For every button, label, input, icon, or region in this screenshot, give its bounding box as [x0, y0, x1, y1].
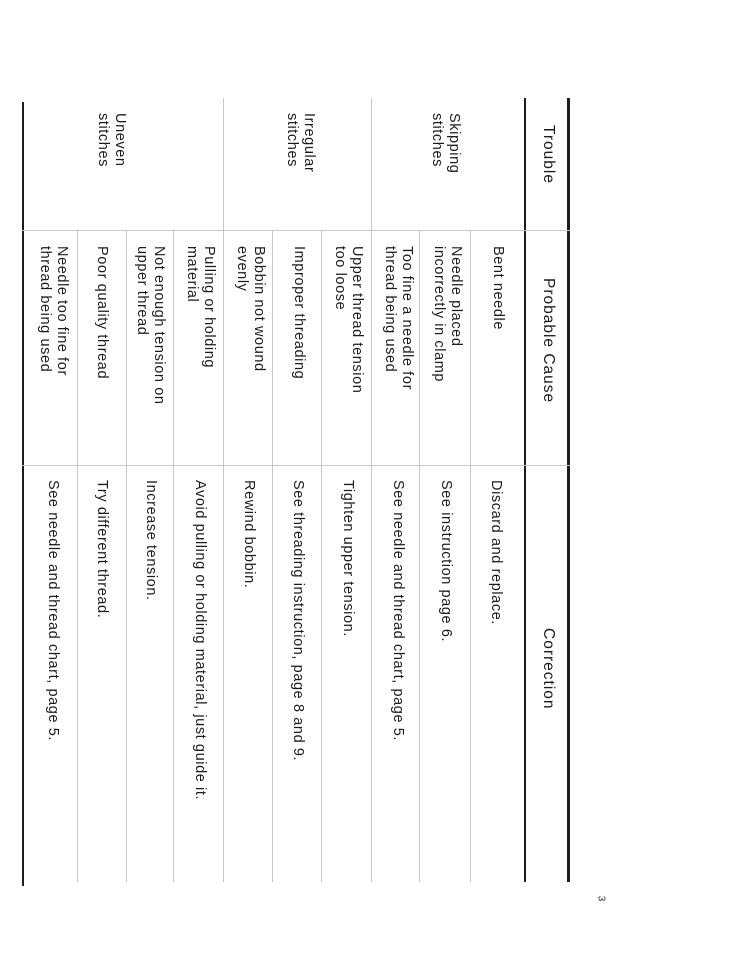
row-divider — [272, 230, 273, 882]
cause-pulling-material: Pulling or holding material — [184, 246, 217, 369]
correction-avoid-pulling: Avoid pulling or holding material, just guide it. — [192, 480, 208, 801]
correction-needle-chart: See needle and thread chart, page 5. — [390, 480, 406, 742]
trouble-irregular-stitches: Irregular stitches — [284, 113, 317, 173]
row-divider — [77, 230, 78, 882]
trouble-skipping-stitches: Skipping stitches — [429, 113, 462, 174]
correction-see-instruction: See instruction page 6. — [438, 480, 454, 643]
cause-upper-tension-loose: Upper thread tension too loose — [332, 246, 365, 394]
table-bottom-border — [22, 102, 24, 886]
header-divider — [524, 98, 526, 882]
cause-poor-quality-thread: Poor quality thread — [94, 246, 110, 380]
table-top-border — [567, 98, 570, 882]
cause-needle-too-fine: Needle too fine for thread being used — [37, 246, 70, 376]
row-divider — [419, 230, 420, 882]
header-correction: Correction — [540, 628, 557, 710]
row-divider — [321, 230, 322, 882]
cause-needle-placed-incorrectly: Needle placed incorrectly in clamp — [431, 246, 464, 383]
correction-tighten-tension: Tighten upper tension. — [340, 480, 356, 637]
row-divider — [470, 230, 471, 882]
correction-threading-instruction: See threading instruction, page 8 and 9. — [290, 480, 306, 762]
cause-not-enough-tension: Not enough tension on upper thread — [134, 246, 167, 405]
header-probable-cause: Probable Cause — [540, 278, 557, 404]
page-number: 3 — [595, 895, 607, 902]
cause-too-fine-needle: Too fine a needle for thread being used — [382, 246, 415, 390]
trouble-uneven-stitches: Uneven stitches — [95, 113, 128, 167]
troubleshooting-table — [22, 0, 570, 880]
header-trouble: Trouble — [540, 125, 557, 184]
cause-improper-threading: Improper threading — [291, 246, 307, 380]
correction-rewind-bobbin: Rewind bobbin. — [241, 480, 257, 589]
correction-increase-tension: Increase tension. — [143, 480, 159, 601]
row-divider — [126, 230, 127, 882]
row-divider — [173, 230, 174, 882]
correction-needle-chart-2: See needle and thread chart, page 5. — [45, 480, 61, 742]
correction-discard-replace: Discard and replace. — [488, 480, 504, 625]
cause-bobbin-not-wound: Bobbin not wound evenly — [234, 246, 267, 372]
column-divider-correction — [22, 465, 570, 466]
group-divider-1 — [371, 98, 372, 882]
cause-bent-needle: Bent needle — [490, 246, 506, 330]
correction-try-different-thread: Try different thread. — [94, 480, 110, 619]
group-divider-2 — [223, 98, 224, 882]
column-divider-cause — [22, 230, 570, 231]
